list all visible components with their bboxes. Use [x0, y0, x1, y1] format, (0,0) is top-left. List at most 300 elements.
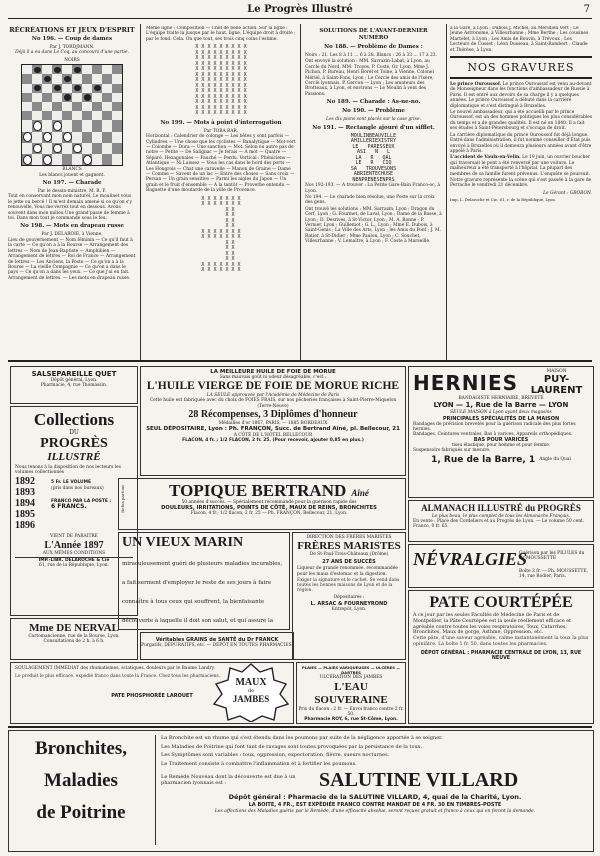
board-square: [42, 120, 52, 131]
puzzle-198-title: No 198. — Mots en drapeau russe: [20, 223, 124, 230]
hernies-l12: Suspensoirs fabriqués sur mesure.: [413, 448, 491, 454]
hernies-l11: tissu élastique, pour homme et pour femme.: [451, 443, 551, 449]
solution-194: No 194. — Le charade bien résolue, une Poste sur la croix des gens.: [305, 194, 435, 206]
topique-l4: Flacon, 4 fr.; 1/2 flacon, 2 fr. 25 — Ph. FRANÇON, Bellecour, 21, Lyon.: [190, 511, 348, 517]
board-square: [72, 74, 82, 83]
marin-title: UN VIEUX MARIN: [122, 535, 244, 550]
board-square: [62, 154, 72, 165]
board-square: [82, 154, 92, 165]
board-top-label: NOIRS: [64, 57, 80, 63]
board-square: [32, 120, 42, 131]
newspaper-title: Le Progrès Illustré: [247, 4, 353, 15]
checker-piece: [73, 144, 82, 154]
grid-row: X X X X X X X X X: [195, 55, 247, 62]
board-square: [52, 154, 62, 165]
board-square: [112, 132, 122, 143]
solvers-list-2: Ont trouvé les solutions : MM. Sarrazin, Lyon ; Dragon du Cerf, Lyon ; G. Fourmet, de Laval, Lyon ; Dame de la Basse, à Lyon ; D. Desrives, à St-Victor, Lyon ; M. A. Bonne ; P. Vernier, Lyon ; Guillemot ; G. L., Lyon ; Mme E. Dubois, à Saint-Genis ; La Ville des Arts, Lyon ; les Amis du Pont ; J. M. Ratier, à St-Didier ; Mme Paulon, Lyon ; C. Souchet, Villeurbanne ; V. Lemaître, à Lyon ; F. Coste à Marseille.: [305, 206, 442, 245]
ad-hernies: [408, 366, 594, 498]
checker-piece: [34, 85, 41, 91]
letter-grid: [146, 45, 296, 117]
checker-piece: [33, 144, 42, 154]
grid-row: X X X X X X X X X: [195, 77, 247, 84]
checker-piece: [74, 67, 81, 73]
board-square: [32, 111, 42, 120]
collections-progres: PROGRÈS: [40, 436, 108, 451]
collections-intro: Nous tenons à la disposition de nos lecteurs les volumes collectionnés: [15, 465, 121, 476]
letters-row: NENPRENESENPRS: [352, 176, 395, 183]
solution-188-title: No 188. — Problème de Dames :: [324, 44, 423, 50]
collections-price: 5 Fr. LE VOLUME: [51, 480, 91, 486]
checker-piece: [64, 76, 71, 82]
topique-aine: Aîné: [351, 488, 369, 498]
salutine-p4: Le Traitement consiste à combattre l'inflammation et à fortifier les poumons.: [161, 760, 357, 767]
collection-year: 1895: [15, 509, 35, 521]
board-square: [82, 93, 92, 102]
ad-pate-phosphoree: SOULAGEMENT IMMÉDIAT des rhumatismes, sciatiques, douleurs par le Baume Landry. Le produit le plus efficace, expédié franco dans toute la France. Chez tous les pharmaciens. PATE PHOSPHORÉE LAROUET: [10, 662, 294, 724]
huile-l6: 28 Récompenses, 3 Diplômes d'honneur: [188, 408, 358, 420]
salsepareille-l3: Pharmacie, 4, rue Thomassin.: [40, 383, 108, 389]
board-square: [42, 111, 52, 120]
almanach-year: L'Année 1897: [44, 539, 104, 551]
ad-graines-sante: [140, 632, 294, 660]
page-number: 7: [583, 4, 590, 15]
hernies-maison-name: PUY-LAURENT: [530, 374, 583, 397]
maristes-l6: Dépositaires :: [333, 595, 365, 601]
puzzle-197-text: Tout en conservant mon nom naturel, Le moulinet vous le jette ou bercé ! Il m'est demain amené si ce qu'on s'y renouvelle, Vous me verrez tout en dessous. Avons souvent dans mon milieu Une grand'passe de femme à toi. Dans mon tout je commande sous le feu.: [8, 194, 132, 222]
souveraine-l2: ULCÉRATION DES JAMBES: [319, 675, 383, 681]
board-square: [112, 84, 122, 93]
ads-top-rule: [8, 360, 592, 362]
marin-l2: miraculeusement guéri de plusieurs maladies incurables, a fait serment d'employer le reste de ses jours à faire connaître à tous ceux qui souffrent, la bienfaisante découverte à laquelle il doit son salut, et qui assure la: [122, 561, 283, 624]
board-square: [52, 111, 62, 120]
rectangle-letters: [305, 134, 442, 184]
board-square: [92, 132, 102, 143]
board-square: [22, 132, 32, 143]
ad-huile-foie-morue: [140, 366, 406, 476]
grid-row: X X X X X X X X X: [195, 110, 247, 117]
grid-row: X X X X X X X X X: [195, 66, 247, 73]
board-square: [52, 143, 62, 154]
letters-row: LE PARESSEUX: [352, 143, 395, 150]
nevralgies-title: NÉVRALGIES: [413, 549, 528, 569]
cross-grid-row: X X: [207, 206, 235, 213]
letters-row: LA R QAL: [355, 154, 392, 161]
board-square: [72, 84, 82, 93]
cross-grid-row: X X: [207, 245, 235, 252]
grid-row: X X X X X X X X X: [195, 104, 247, 111]
board-square: [92, 111, 102, 120]
board-square: [22, 93, 32, 102]
board-square: [32, 154, 42, 165]
board-square: [112, 102, 122, 111]
salutine-price: LA BOITE, 4 FR., EST EXPÉDIÉE FRANCO CONTRE MANDAT DE 4 FR. 30 EN TIMBRES-POSTE: [248, 802, 502, 809]
board-square: [82, 120, 92, 131]
puzzle-198-author: Par J. DELAROIE, à Vienne.: [41, 232, 103, 238]
soulagement-text: SOULAGEMENT IMMÉDIAT des rhumatismes, sciatiques, douleurs par le Baume Landry.: [15, 666, 215, 671]
collections-du: DU: [69, 429, 79, 436]
board-square: [52, 102, 62, 111]
ad-salsepareille: [10, 366, 138, 404]
grid-row: X X X X X X X X X: [195, 88, 247, 95]
huile-l10: FLACON, 4 fr. ; 1/2 FLACON, 2 fr. 25. (Pour recevoir, ajouter 0,85 en plus.): [182, 438, 364, 444]
board-square: [92, 93, 102, 102]
page-header: [8, 4, 592, 19]
board-square: [62, 93, 72, 102]
board-square: [22, 120, 32, 131]
maristes-l4: 27 ANS DE SUCCÈS: [322, 559, 376, 566]
nevralgies-l3: Boîte 3 fr. — Ph. MOUSSETTE, 14, rue Rodier, Paris.: [519, 569, 589, 580]
board-square: [82, 111, 92, 120]
checker-piece: [53, 121, 62, 131]
gravure-2-text-2: Notre gravure représente la scène qui s'est passée à la gare de Perrache le vendredi 21 décembre.: [450, 177, 592, 189]
hernies-l6: SEULE MAISON à Lyon ayant deux magasins: [450, 410, 552, 416]
board-square: [82, 74, 92, 83]
hernies-l10: BAS POUR VARICES: [473, 437, 529, 444]
board-square: [92, 143, 102, 154]
board-square: [62, 84, 72, 93]
board-square: [62, 111, 72, 120]
board-square: [42, 102, 52, 111]
column-2: [146, 26, 296, 356]
board-square: [32, 102, 42, 111]
board-square: [82, 102, 92, 111]
huile-l3: L'HUILE VIERGE DE FOIE DE MORUE RICHE: [146, 380, 400, 393]
board-square: [22, 102, 32, 111]
cross-grid-row: X X X X X X X: [201, 234, 241, 241]
collections-imprimerie: IMP.-LIBR. DELAROCHE & Cie: [38, 557, 110, 563]
salutine-p1: La Bronchite est un rhume qui s'est étendu dans les poumons par suite de la négligence apportée à se soigner.: [161, 735, 443, 741]
board-square: [102, 74, 112, 83]
almanach-note-1: VIENT DE PARAITRE: [50, 534, 98, 540]
letters-row: LE R CIQ: [355, 160, 392, 167]
maristes-l7: L. ARSAC & FOURNEYROND: [310, 600, 388, 607]
collections-franco-price: 6 FRANCS.: [51, 503, 87, 511]
salsepareille-name: SALSEPAREILLE QUET: [31, 370, 117, 378]
solution-192: Nos 192-193. — A trouver : La Petite Gare-Bain Franco-oc, à Lyon.: [305, 183, 440, 194]
board-square: [52, 65, 62, 74]
hernies-l7: PRINCIPALES SPÉCIALITÉS DE LA MAISON: [442, 415, 560, 422]
cross-grid-row: X X: [207, 217, 235, 224]
salutine-l2: Maladies: [44, 770, 118, 791]
board-square: [102, 102, 112, 111]
board-square: [82, 132, 92, 143]
ad-pate-courtepee: PATE COURTÉPÉE À ce jour par les seules Facultés de Médecine de Paris et de Montpellier, la Pâte Courtépée est la seule réellement efficace et agréable contre toutes les voies respiratoires, Toux, Catarrhes, Bronchites, Maux de gorge, Asthme, Oppression, etc. Cette pâte, d'une saveur agréable, calme instantanément la toux la plus opiniâtre. La boîte 1 fr. 50, dans toutes les pharmacies. DÉPOT GÉNÉRAL : PHARMACIE CENTRALE DE LYON, 13, RUE NEUVE: [408, 590, 594, 724]
grid-row: X X X X X X X X X: [195, 60, 247, 67]
board-square: [32, 84, 42, 93]
board-square: [92, 154, 102, 165]
almanach-note-2: AUX MÊMES CONDITIONS: [42, 550, 106, 556]
graines-l2: Purgatifs, DÉPURATIFS, etc. — DÉPÔT EN TOUTES PHARMACIES.: [141, 643, 293, 648]
board-square: [22, 154, 32, 165]
grid-row: X X X X X X X X X: [195, 82, 247, 89]
board-square: [72, 93, 82, 102]
huile-l1: LA MEILLEURE HUILE DE FOIE DE MORUE: [210, 369, 336, 375]
ad-eau-souveraine: [296, 662, 406, 724]
collection-year: 1894: [15, 498, 35, 510]
solutions-title: SOLUTIONS DE L'AVANT-DERNIER NUMÉRO: [319, 28, 428, 41]
collections-years: [15, 476, 51, 531]
checker-piece: [94, 85, 101, 91]
solution-191: No 191. — Rectangle ajouré d'un sifflet.: [312, 124, 435, 131]
cross-grid-row: X X X X X X X: [201, 267, 241, 274]
hernies-maison: MAISON: [546, 369, 567, 374]
nevralgies-l2: Guérison par les PILULES du Dr MOUSSETTE: [519, 551, 585, 562]
board-square: [92, 74, 102, 83]
checker-piece: [74, 85, 81, 91]
nos-gravures-title: NOS GRAVURES: [467, 61, 575, 75]
checker-piece: [23, 132, 32, 142]
maux-l2: de: [247, 688, 255, 694]
collections-franco: FRANCO PAR LA POSTE :: [51, 498, 112, 504]
board-square: [72, 102, 82, 111]
board-square: [112, 93, 122, 102]
letters-row: AHILLERIEXISTRY: [350, 138, 397, 145]
salutine-p2: Les Maladies de Poitrine qui font tant de ravages sont toutes provoquées par la persistance de la toux.: [161, 743, 423, 750]
puzzle-196-author: Par J. TORDJMANN.: [49, 45, 95, 50]
souveraine-l5: Pharmacie ROY, 6, rue St-Côme, Lyon.: [304, 717, 398, 723]
board-square: [72, 120, 82, 131]
cross-grid-row: X X X X X X X: [201, 195, 241, 202]
puzzle-199-author: Par TOBA BAR.: [203, 128, 239, 134]
maristes-l5: Liqueur de grande renommée, recommandée pour les maux d'estomac et la digestion.: [297, 566, 398, 577]
board-square: [102, 154, 112, 165]
cross-grid-row: X X X X X X X: [201, 201, 241, 208]
board-square: [42, 84, 52, 93]
grid-row: X X X X X X X X X: [195, 99, 247, 106]
puzzle-198-text: Lieu de gouvernement — Nom féminin — Ce qu'il faut à la carte — Ce qu'on a à la Bourse — Arrangement des lettres — Nom de Jean-Baptiste — Amphibien — Arrangement de lettres — Roi de France — Arrangement de lettres — Les Anciens, la Poste — Ce qu'on a à la Bourse — La vieille Compagnie — Ce qu'on a dans le pays — Ce qu'on a dans les yeux. — Ce que j'ai en fait. Arrangement de lettres. — Les mots en drapeau russe.: [8, 237, 136, 281]
column-rule: [300, 24, 301, 360]
board-square: [92, 102, 102, 111]
board-square: [62, 102, 72, 111]
collection-year: 1893: [15, 487, 35, 499]
topique-l3: DOULEURS, IRRITATIONS, POINTS DE CÔTÉ, MAUX DE REINS, BRONCHITES: [161, 505, 377, 512]
ad-almanach: [408, 500, 594, 542]
board-square: [92, 65, 102, 74]
board-square: [112, 74, 122, 83]
checker-piece: [54, 85, 61, 91]
section-title: RÉCRÉATIONS ET JEUX D'ESPRIT: [9, 26, 135, 34]
bottom-ads-rule: [8, 726, 592, 728]
board-square: [102, 120, 112, 131]
souveraine-l1: PLAIES — PLAIES VARIQUEUSES — ULCÈRES — DARTRES: [301, 665, 401, 676]
maristes-l1: DIRECTION DES FRÉRES MARISTES: [306, 535, 392, 540]
board-square: [92, 84, 102, 93]
pate-title: PATE COURTÉPÉE: [429, 594, 573, 611]
gravure-1-text: Le prince Ouroussof est venu au-devant de Monseigneur dans les fonctions d'ambassadeur de Russie à Paris. Il est entré aux devoirs de sa charge il y a quelques années. Le prince Ouroussof a débuté dans la carrière diplomatique et s'est distingué à Bruxelles.: [450, 82, 592, 109]
pate-phosphoree-name: PATE PHOSPHORÉE LAROUET: [111, 693, 193, 700]
column-4: [450, 26, 592, 358]
checker-piece: [53, 144, 62, 154]
gravure-1-title: Le prince Ouroussof.: [450, 82, 502, 88]
nerval-l3: Consultations de 2 h. à 6 h.: [43, 639, 105, 645]
gerant-signature: Le Gérant : GROBON.: [543, 190, 592, 196]
salutine-foot: Les affections des Maladies guérie par le Remède, d'une efficacité absolue, seront reçues gratuit et franco à ceux qui en feront la demande.: [214, 808, 536, 814]
huile-l2: Sans mauvais goût ni odeur désagréable, c'est :: [219, 375, 327, 380]
board-square: [32, 65, 42, 74]
letters-row: MOULINBEAUVILLE: [350, 132, 397, 139]
checker-piece: [64, 94, 71, 100]
collection-year: 1896: [15, 520, 35, 532]
board-square: [72, 65, 82, 74]
grid-row: X X X X X X X X X: [195, 49, 247, 56]
cross-grid-row: X X X X X X X: [201, 228, 241, 235]
board-square: [52, 74, 62, 83]
board-square: [22, 143, 32, 154]
letters-row: ASI N L: [356, 149, 391, 156]
solution-190-sub: Les dix pions sont placés sur la case grise.: [326, 117, 421, 123]
collection-year: 1892: [15, 476, 35, 488]
checker-piece: [44, 76, 51, 82]
checker-piece: [54, 67, 61, 73]
board-square: [102, 143, 112, 154]
board-square: [42, 74, 52, 83]
collections-illustre: ILLUSTRÉ: [47, 451, 101, 463]
solution-189: No 189. — Charade : As-ne-no.: [326, 99, 421, 106]
board-square: [42, 65, 52, 74]
hernies-address: LYON — 1, Rue de la Barre — LYON: [433, 401, 569, 410]
puzzle-196-note: Déjà il a eu dans Le Coq, au concours d'une partie.: [15, 50, 129, 56]
checker-piece: [23, 155, 32, 165]
board-square: [32, 74, 42, 83]
board-square: [22, 74, 32, 83]
board-caption: Les blancs jouent et gagnent.: [39, 172, 105, 178]
board-square: [72, 154, 82, 165]
nerval-l2: Cartomancienne, rue de la Bourse, Lyon.: [28, 634, 120, 639]
grid-row: X X X X X X X X X: [195, 71, 247, 78]
cross-grid-row: X X: [207, 239, 235, 246]
collections-imprimerie-address: 61, rue de la République, Lyon.: [39, 563, 109, 569]
graines-l1: Véritables GRAINS de SANTÉ du Dr FRANCK: [155, 637, 279, 643]
puzzle-197-title: No 197. — Charade: [42, 180, 102, 187]
board-square: [82, 65, 92, 74]
imprint-line: Imp. L. Delaroche et Cie, 61, r. de la République, Lyon.: [450, 197, 557, 203]
hernies-l13: 1, Rue de la Barre, 1: [431, 454, 536, 465]
salutine-l1: Bronchites,: [34, 738, 127, 759]
board-square: [92, 120, 102, 131]
board-square: [102, 111, 112, 120]
souveraine-title: L'EAU SOUVERAINE: [314, 680, 388, 706]
salsepareille-l2: Dépôt général, Lyon.: [50, 378, 98, 383]
board-square: [22, 111, 32, 120]
board-square: [62, 143, 72, 154]
checker-piece: [34, 67, 41, 73]
cross-grid-row: X X: [207, 212, 235, 219]
salutine-p3: Les Symptômes sont variables : toux, oppression, expectoration, fièvre, sueurs nocturnes.: [161, 752, 390, 759]
board-square: [112, 154, 122, 165]
maristes-title: FRÈRES MARISTES: [297, 540, 401, 553]
solvers-list-3: à la Gare, à Lyon ; Dubois J. Michel, au Méridien Vert ; Le Jeune Astronome, à Villeurbanne ; Mme Berthe ; Les cousines Martelet, à Lyon ; Les Amis de Bouvin, à Trévoux ; Les Lecteurs de Cusset ; Léon Dusseau, à Saint-Rambert ; Claude et Thérèse, à Lyon.: [450, 26, 589, 53]
ad-freres-maristes: DIRECTION DES FRÉRES MARISTES FRÈRES MARISTES De St-Paul-Trois-Châteaux (Drôme) 27 ANS DE SUCCÈS Liqueur de grande renommée, recommandée pour les maux d'estomac et la digestion. Exiger la signature et le cachet. Se vend dans toutes les bonnes maisons de Lyon et de la région. Dépositaires : L. ARSAC & FOURNEYROND Entrepôt, Lyon.: [292, 532, 406, 660]
topique-title: TOPIQUE BERTRAND: [169, 481, 347, 500]
pate-l2: À ce jour par les seules Facultés de Médecine de Paris et de Montpellier, la Pâte Courtépée est la seule réellement efficace et agréable contre toutes les voies respiratoires, Toux, Catarrhes, Bronchites, Maux de gorge, Asthme, Oppression, etc.: [413, 613, 571, 636]
cross-grid: [146, 197, 296, 274]
checker-piece: [43, 132, 52, 142]
puzzle-196-title: No 196. — Coup de dames: [31, 36, 113, 42]
letters-row: ABRIENTECHUSE: [353, 171, 394, 178]
cross-grid-row: X X: [207, 223, 235, 230]
gravure-1-text-2: Le nouvel ambassadeur, qui a été accueilli par le prince Ouroussof, est un des hommes politiques les plus considérables du temps et a de grandes qualités. Il est né en 1840. Il a fait ses études à Saint-Pétersbourg et s'occupa de droit.: [450, 110, 592, 132]
board-square: [62, 132, 72, 143]
maristes-l3: De St-Paul-Trois-Châteaux (Drôme): [309, 552, 389, 558]
solution-188-text: Noirs : 21. Les 8 à 11 ... 6 à 28. Blancs : 26 à 33 ... 17 à 23.: [305, 53, 438, 58]
board-square: [22, 84, 32, 93]
cross-grid-row: X X: [207, 256, 235, 263]
salutine-p5: Le Remède Nouveau dont la découverte est due à un pharmacien lyonnais est :: [161, 773, 296, 787]
board-square: [102, 65, 112, 74]
board-square: [42, 132, 52, 143]
solution-190: No 190. — Problème: [342, 108, 405, 115]
board-square: [112, 143, 122, 154]
board-square: [22, 65, 32, 74]
topique-side-note: Refus partout: [120, 485, 125, 513]
huile-l4: LA SEULE approuvée par l'Académie de Médecine de Paris: [206, 393, 340, 399]
board-square: [62, 74, 72, 83]
ad-maux-de-jambes: [210, 662, 292, 722]
ad-topique-bertrand: [118, 478, 406, 530]
board-square: [72, 143, 82, 154]
cross-grid-row: X X X X X X X: [201, 261, 241, 268]
nerval-name: Mme DE NERVAL: [29, 622, 119, 634]
board-square: [62, 120, 72, 131]
checkers-board: [21, 64, 123, 166]
board-square: [102, 93, 112, 102]
puzzle-199-text: Horizontal : Calendrier de colonge — Les bêtes y sont parfois — Cylindres — Une chose que les cyclistes — Banalytique — Mot-vert — Colombe — Dura — Une sanction — Mot. Selon ou autre pas de notre — Petite — De Salignac — Je ferais — A mot — Quatre — Séparé, Hexagonales — Fauché — Perdu. Vertical : Phéniciens — Atlantique — Ni Laissez — Vous les cas dans le bord des ports — Les Hongrois — Chat une caravelle — Manon de Graine — Dame — Comme — Savent de un lac — Entre des choses — Sans croix — Persan — Un grain sensitive — Parmi les aigles du Japon — Un grain et le fruit d'ensemble — A la tantôt — Proverbe entendu — Baguette d'une moutarde de la ville de Provence.: [146, 134, 296, 194]
board-square: [52, 93, 62, 102]
huile-l5: Cette huile est fabriquée avec du choix de FOIES FRAIS, sur nos pêcheries françaises à Saint-Pierre-Miquelon (Terre-Neuve): [149, 398, 397, 409]
checker-piece: [43, 155, 52, 165]
almanach-l3: En vente : Place des Cordeliers et au Progrès de Lyon. — Le volume 50 cent. Franco, 0 fr. 65.: [413, 519, 585, 530]
board-square: [82, 143, 92, 154]
board-square: [52, 132, 62, 143]
almanach-title: ALMANACH ILLUSTRÉ du PROGRÈS: [421, 503, 581, 513]
maux-l1: MAUX: [235, 677, 267, 688]
maristes-l8: Entrepôt, Lyon.: [331, 606, 367, 612]
huile-l7: Médailles d'or 1867, PARIS, — 1885 BORDEAUX: [218, 420, 328, 426]
gravure-1-text-3: La carrière diplomatique du prince Ouroussof fut déjà longue. Entré dans l'administration, il fut nommé conseiller d'État puis envoyé à Bruxelles où il demeura plusieurs années avant d'être appelé à Paris.: [450, 132, 592, 154]
hernies-l4: BANDAGISTE HERNIAIRE, BREVETÉ: [458, 396, 544, 402]
board-square: [102, 84, 112, 93]
huile-l8: SEUL DÉPOSITAIRE, Lyon : Ph. FRANÇON, Succ. de Bertrand Aîné, pl. Bellecour, 21: [146, 426, 400, 433]
ad-vieux-marin: [118, 532, 290, 630]
board-square: [112, 120, 122, 131]
collections-title: Collections: [33, 410, 115, 429]
checker-piece: [84, 94, 91, 100]
hernies-l14: Angle du Quai: [539, 457, 571, 463]
column-1: [8, 26, 136, 356]
checker-piece: [63, 132, 72, 142]
board-square: [32, 93, 42, 102]
topique-l2: 50 années d'succès. — Spécialement recommandé pour la guérison rapide des: [181, 500, 357, 505]
letters-row: SA TROUVESONS: [350, 165, 397, 172]
pate-l3: DÉPOT GÉNÉRAL : PHARMACIE CENTRALE DE LYON, 13, RUE NEUVE: [420, 650, 582, 661]
huile-l9: À CÔTÉ DE L'HÔTEL BELLECOUR: [233, 433, 313, 439]
puzzle-199-title: No 199. — Mots à point d'interrogation: [160, 119, 282, 126]
souveraine-l4: Prix du flacon : 2 fr. — Envoi franco contre 2 fr. 50.: [298, 706, 404, 717]
board-square: [52, 120, 62, 131]
grid-row: X X X X X X X X X: [195, 93, 247, 100]
almanach-l2: Le plus beau, le plus complet de tous les Almanachs Français.: [431, 514, 571, 519]
hernies-l9: Bandages, Ceintures ventrales, Bas à varices, Appareils orthopédiques.: [413, 432, 573, 438]
board-square: [42, 154, 52, 165]
cross-grid-row: X X: [207, 250, 235, 257]
salutine-l3: de Poitrine: [36, 802, 126, 823]
salutine-depot: Dépôt général : Pharmacie de la SALUTINE VILLARD, 4, quai de la Charité, Lyon.: [228, 793, 522, 802]
gravure-2-text: Le 19 juin, un ouvrier boucher qui traversait le pont a été renversé par une voiture. Le malheureux a été transporté à l'hôpital. La plupart des membres de sa famille furent prévenus. L'enquête se poursuit.: [450, 155, 591, 177]
board-square: [112, 65, 122, 74]
board-square: [32, 143, 42, 154]
board-square: [102, 132, 112, 143]
gravure-2-title: L'accident de Vaulx-en-Velin.: [450, 155, 521, 161]
